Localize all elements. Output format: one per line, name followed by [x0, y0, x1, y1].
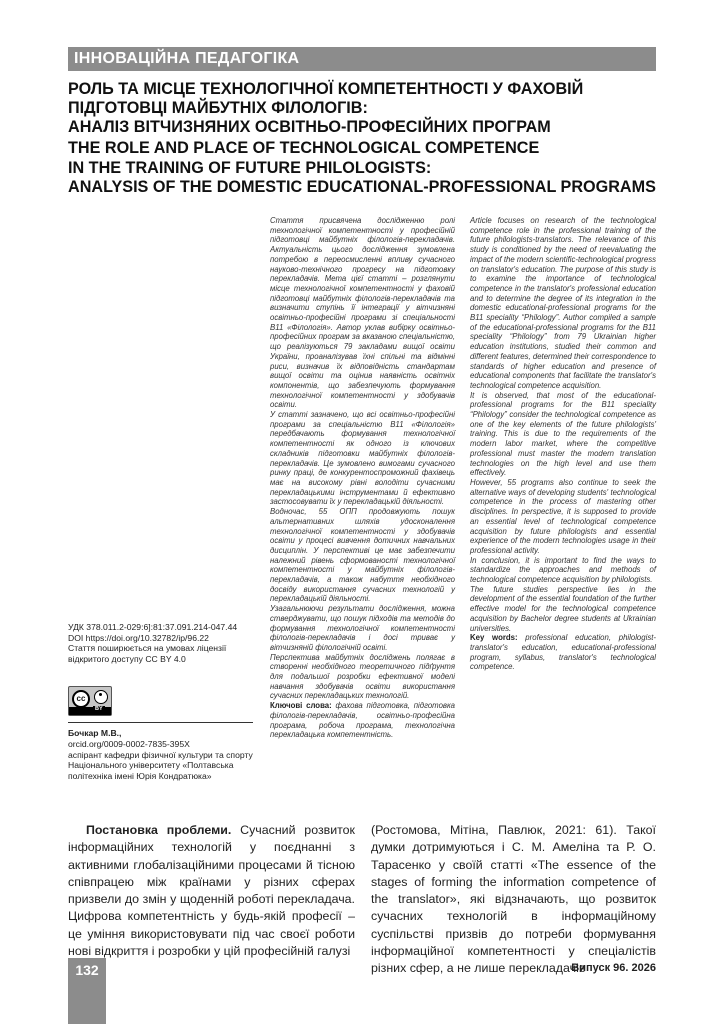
abstract-ua-paragraph: Перспектива майбутніх досліджень полягає в створенні необхідного теоретичного підґрунтя для подальшої розробки ефективної моделі навчання здобувачів освіти використання сучасних перекладацьких технологій.	[270, 652, 455, 701]
abstract-en-paragraph: In conclusion, it is important to find the ways to standardize the approaches and methods of technological competence acquisition by philologists.	[470, 555, 656, 585]
author-divider	[68, 722, 253, 723]
cc-badge-base	[69, 707, 111, 715]
author-name: Бочкар М.В.,	[68, 728, 122, 738]
body-column-left	[68, 822, 355, 960]
abstract-en-paragraph: It is observed, that most of the educational-professional programs for the B11 speciality “Philology” consider the technological competence as one of the key elements of the future philologists' training. This is due to the requirements of the modern labor market, where the competitive professional must master the modern translation technologies on the high level and use them effectively.	[470, 390, 656, 478]
title-en-line: THE ROLE AND PLACE OF TECHNOLOGICAL COMPETENCE	[68, 139, 540, 157]
article-title-ua	[68, 80, 668, 137]
abstract-ua-paragraph: Стаття присвячена дослідженню ролі технологічної компетентності у професійній підготовці майбутніх філологів-перекладачів. Актуальність цього дослідження зумовлена потребою в переосмисленні впливу сучасного науково-технічного прогресу на підготовку перекладачів. Мета цієї статті – розглянути місце технологічної компетентності у фаховій підготовці майбутніх філологів-перекладачів та визначити ступінь її інтеграції у вітчизняні освітньо-професійні програми зі спеціальності В11 «Філологія». Автор уклав вибірку освітньо-професійних програм за вказаною спеціальністю, що реалізуються 79 закладами вищої освіти України, проаналізував їхні спільні та відмінні риси, визначив їх відповідність стандартам вищої освіти та оцінив наявність освітніх компонентів, що забезпечують формування технологічної компетентності у здобувачів освіти.	[270, 216, 455, 410]
section-heading: Постановка проблеми.	[86, 823, 232, 837]
body-paragraph	[68, 822, 355, 960]
abstract-ua-paragraph: Водночас, 55 ОПП продовжують пошук альтернативних шляхів удосконалення технологічної компетентності у здобувачів освіти у процесі вивчення дотичних навчальних дисциплін. У перспективі це має забезпечити належний рівень сформованості технологічної компетентності у майбутніх філологів-перекладачів, а також набуття необхідного досвіду використання сучасних технологій у перекладацькій діяльності.	[270, 507, 455, 604]
author-affiliation: аспірант кафедри фізичної культури та спорту Національного університету «Полтавська політехніка імені Юрія Кондратюка»	[68, 749, 253, 782]
section-label: ІННОВАЦІЙНА ПЕДАГОГІКА	[68, 47, 656, 71]
keywords-ua	[270, 701, 455, 740]
keywords-ua-label: Ключові слова:	[270, 701, 332, 711]
title-en-line: IN THE TRAINING OF FUTURE PHILOLOGISTS:	[68, 158, 432, 177]
title-ua-line: РОЛЬ ТА МІСЦЕ ТЕХНОЛОГІЧНОЇ КОМПЕТЕНТНОСТІ У ФАХОВІЙ	[68, 80, 584, 98]
doi-link[interactable]: DOI https://doi.org/10.32782/ip/96.22	[68, 632, 209, 643]
abstract-en-paragraph: Article focuses on research of the technological competence role in the professional training of the future philologists-translators. The relevance of this study is conditioned by the need of reevaluating the impact of the modern scientific-technological progress on translator's education. The purpose of this study is to examine the importance of technological competence in the translator's professional education and to determine the degree of its integration in the domestic educational-professional programs for the B11 speciality “Philology”. Author compiled a sample of the educational-professional programs for the B11 speciality “Philology” from 79 Ukrainian higher education institutions, studied their common and different features, determined their correspondence to standards of higher education and presence of educational components that facilitate the translator's technological competence acquisition.	[470, 216, 656, 390]
cc-logo-icon: cc	[72, 690, 90, 708]
article-metadata	[68, 622, 253, 664]
page-number: 132	[68, 958, 106, 1024]
body-column-right	[371, 822, 656, 978]
attribution-person-icon	[94, 690, 108, 704]
abstract-en	[470, 216, 656, 672]
abstract-ua	[270, 216, 455, 740]
udc-code: УДК 378.011.2-029:6]:81:37.091.214-047.44	[68, 622, 238, 632]
abstract-ua-paragraph: У статті зазначено, що всі освітньо-професійні програми за спеціальністю В11 «Філологія» передбачають формування технологічної компетентності як одного із ключових складників підготовки майбутніх філологів-перекладачів. Це зумовлено вимогами сучасного ринку праці, де конкурентоспроможний фахівець має на високому рівні володіти сучасними перекладацькими інструментами й ефективно застосовувати їх у перекладацькій діяльності.	[270, 410, 455, 507]
title-ua-line: АНАЛІЗ ВІТЧИЗНЯНИХ ОСВІТНЬО-ПРОФЕСІЙНИХ ПРОГРАМ	[68, 118, 551, 136]
license-text: Стаття поширюється на умовах ліцензії відкритого доступу CC BY 4.0	[68, 643, 227, 664]
body-paragraph: (Ростомова, Мітіна, Павлюк, 2021: 61). Такої думки дотримуються і С. М. Амеліна та Р. О. Тарасенко у своїй статті «The essence of the stages of forming the information competence of the translator», які відзначають, що розвиток сучасних технологій в інформаційному суспільстві призвів до потреби формування інформаційної компетентності у спеціалістів різних сфер, а не лише перекладачів	[371, 823, 656, 976]
article-title-en	[68, 139, 688, 198]
abstract-ua-paragraph: Узагальнюючи результати дослідження, можна стверджувати, що пошук підходів та методів до формування технологічної компетентності філологів-перекладачів і досі триває у вітчизняній філологічній освіті.	[270, 604, 455, 652]
keywords-ua-text: фахова підготовка, підготовка філологів-перекладачів, освітньо-професійна програма, робоча програма, технологічна перекладацька компетентність.	[270, 701, 456, 740]
keywords-en	[470, 633, 656, 672]
by-label: BY	[95, 706, 103, 712]
body-text-left: Сучасний розвиток інформаційних технологій у поєднанні з активними глобалізаційними процесами й тісною співпрацею між країнами у різних сферах призвели до змін у щоденній роботі перекладача. Цифрова компетентність у будь-якій професії – це уміння використовувати під час своєї роботи нові відкриття і розробки у цій професійній галузі	[68, 823, 355, 959]
abstract-en-paragraph: However, 55 programs also continue to seek the alternative ways of developing students' technological competence in the process of mastering other disciplines. In perspective, it is supposed to provide an essential level of technological competence acquisition by future philologists and essential experience of the modern technologies usage in their professional activity.	[470, 477, 656, 555]
abstract-en-paragraph: The future studies perspective lies in the development of the essential foundation of the further effective model for the technological competence acquisition by Bachelor degree students at Ukrainian universities.	[470, 584, 656, 633]
issue-label: Випуск 96. 2026	[571, 962, 656, 974]
keywords-en-text: professional education, philologist-translator's education, educational-professional program, syllabus, translator's technological competence.	[470, 633, 657, 672]
author-orcid[interactable]: orcid.org/0009-0002-7835-395X	[68, 738, 190, 749]
title-en-line: ANALYSIS OF THE DOMESTIC EDUCATIONAL-PROFESSIONAL PROGRAMS	[68, 178, 656, 196]
cc-by-license-icon[interactable]	[68, 686, 112, 716]
keywords-en-label: Key words:	[470, 633, 518, 643]
title-ua-line: ПІДГОТОВЦІ МАЙБУТНІХ ФІЛОЛОГІВ:	[68, 99, 368, 117]
author-info	[68, 728, 253, 782]
